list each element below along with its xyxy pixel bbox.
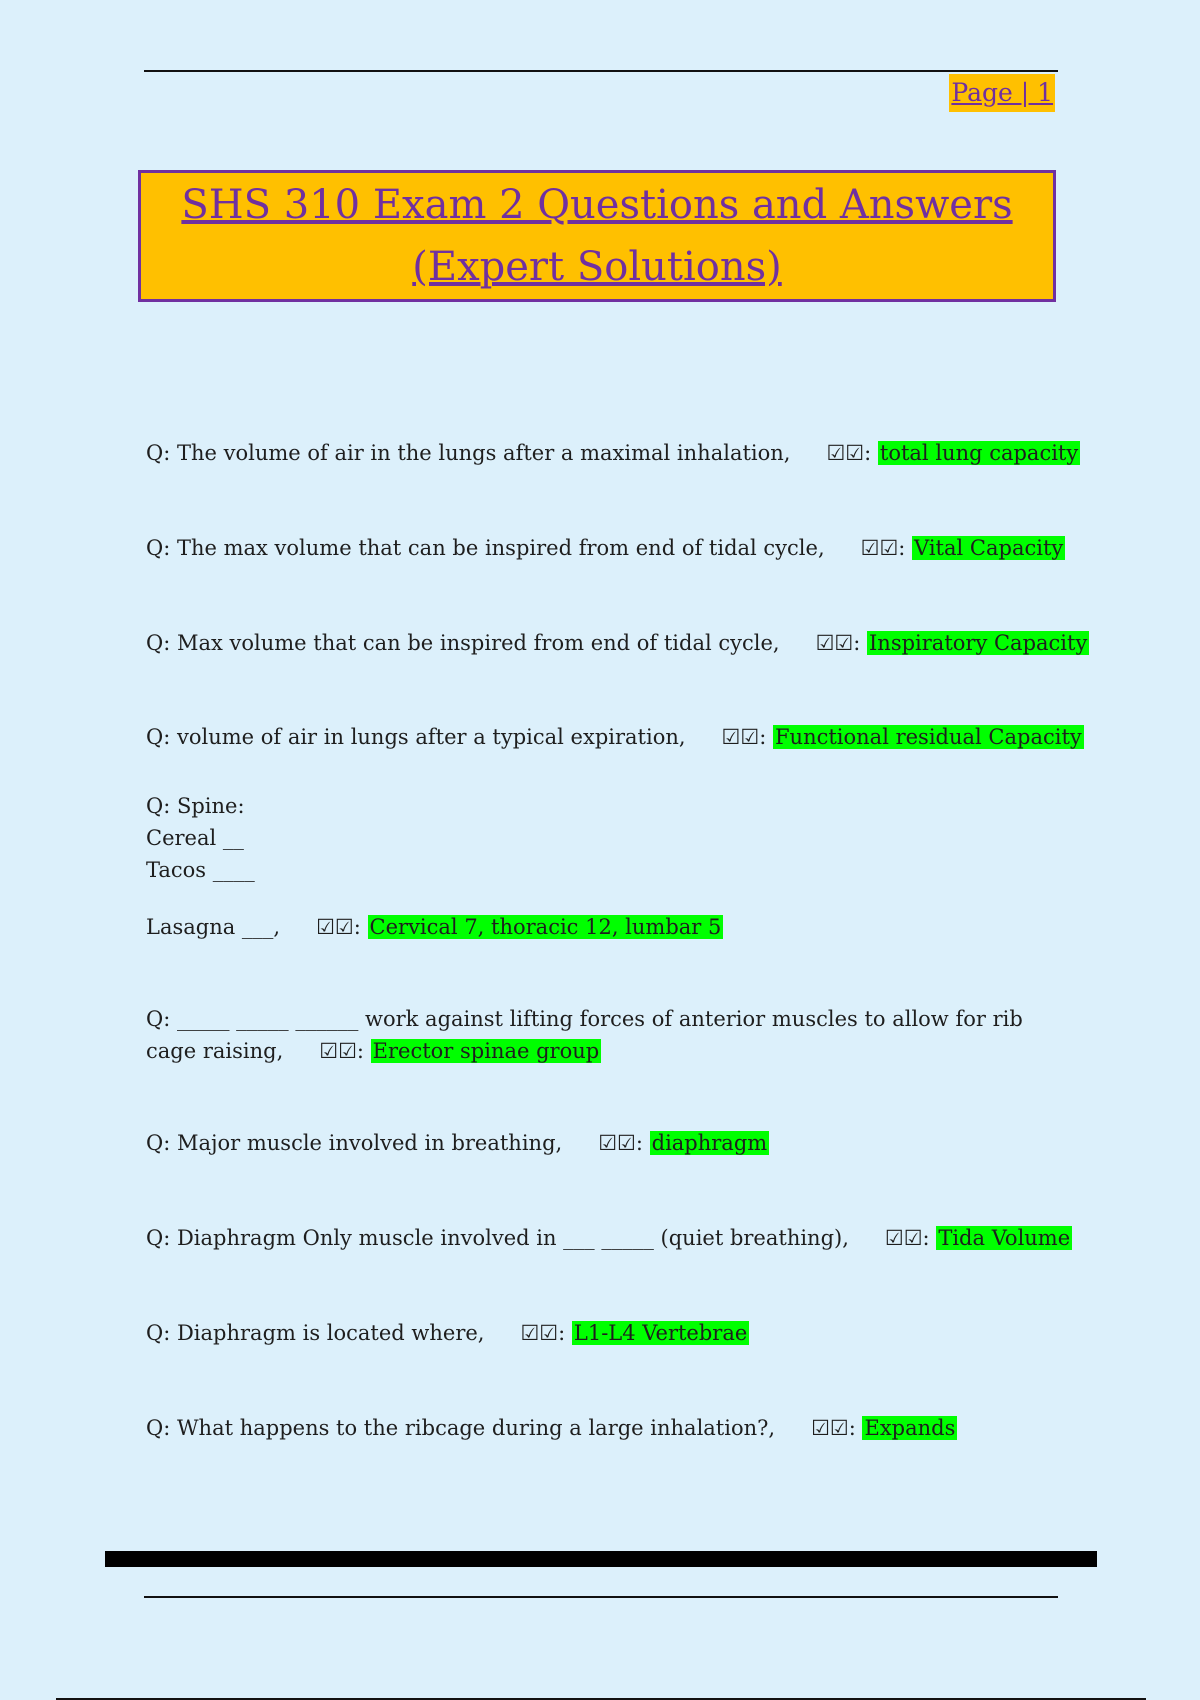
title-line-1: SHS 310 Exam 2 Questions and Answers (181, 182, 1013, 228)
footer-rule (144, 1596, 1058, 1598)
answer-highlight: Inspiratory Capacity (869, 631, 1088, 655)
question-text: Cereal __ (146, 826, 244, 850)
question-item (146, 1003, 1046, 1067)
answer-highlight: total lung capacity (879, 441, 1079, 465)
answer-highlight: Vital Capacity (914, 536, 1064, 560)
answer-highlight: Cervical 7, thoracic 12, lumbar 5 (369, 915, 722, 939)
question-item (146, 1412, 957, 1444)
answer-highlight: diaphragm (651, 1131, 768, 1155)
question-text: Lasagna ___, (146, 915, 281, 939)
question-text: Q: _____ _____ ______ work against lifting forces of anterior muscles to allow for rib cage raising, (146, 1007, 1023, 1063)
question-item (146, 532, 1065, 564)
question-item (146, 437, 1080, 469)
document-title (181, 174, 1012, 298)
page-number: Page | 1 (949, 74, 1055, 112)
question-item (146, 627, 1089, 659)
check-icon: ☑☑: (860, 536, 906, 560)
question-text: Q: Major muscle involved in breathing, (146, 1131, 563, 1155)
check-icon: ☑☑: (826, 441, 872, 465)
title-line-2: (Expert Solutions) (412, 244, 782, 290)
question-text: Q: volume of air in lungs after a typical expiration, (146, 725, 686, 749)
answer-highlight: L1-L4 Vertebrae (573, 1321, 748, 1345)
check-icon: ☑☑: (316, 915, 361, 939)
question-text: Q: Diaphragm Only muscle involved in ___ _____ (quiet breathing), (146, 1226, 849, 1250)
question-text: Q: Diaphragm is located where, (146, 1321, 485, 1345)
question-text: Q: The max volume that can be inspired from end of tidal cycle, (146, 536, 825, 560)
header-rule (144, 70, 1058, 72)
question-text: Q: Max volume that can be inspired from end of tidal cycle, (146, 631, 780, 655)
check-icon: ☑☑: (811, 1416, 856, 1440)
check-icon: ☑☑: (721, 725, 767, 749)
footer-bar (105, 1551, 1097, 1567)
check-icon: ☑☑: (319, 1039, 364, 1063)
answer-highlight: Expands (864, 1416, 956, 1440)
question-item-spine (146, 790, 255, 886)
check-icon: ☑☑: (815, 631, 861, 655)
answer-highlight: Erector spinae group (372, 1039, 600, 1063)
check-icon: ☑☑: (598, 1131, 643, 1155)
question-text: Q: Spine: (146, 794, 245, 818)
question-item (146, 1127, 769, 1159)
question-item (146, 721, 1084, 753)
question-item (146, 1222, 1072, 1254)
question-item (146, 911, 723, 943)
question-item (146, 1317, 749, 1349)
check-icon: ☑☑: (884, 1226, 930, 1250)
answer-highlight: Tida Volume (938, 1226, 1071, 1250)
question-text: Q: What happens to the ribcage during a large inhalation?, (146, 1416, 776, 1440)
answer-highlight: Functional residual Capacity (774, 725, 1082, 749)
title-box (138, 170, 1056, 302)
check-icon: ☑☑: (520, 1321, 566, 1345)
question-text: Q: The volume of air in the lungs after a maximal inhalation, (146, 441, 791, 465)
question-text: Tacos ____ (146, 858, 255, 882)
